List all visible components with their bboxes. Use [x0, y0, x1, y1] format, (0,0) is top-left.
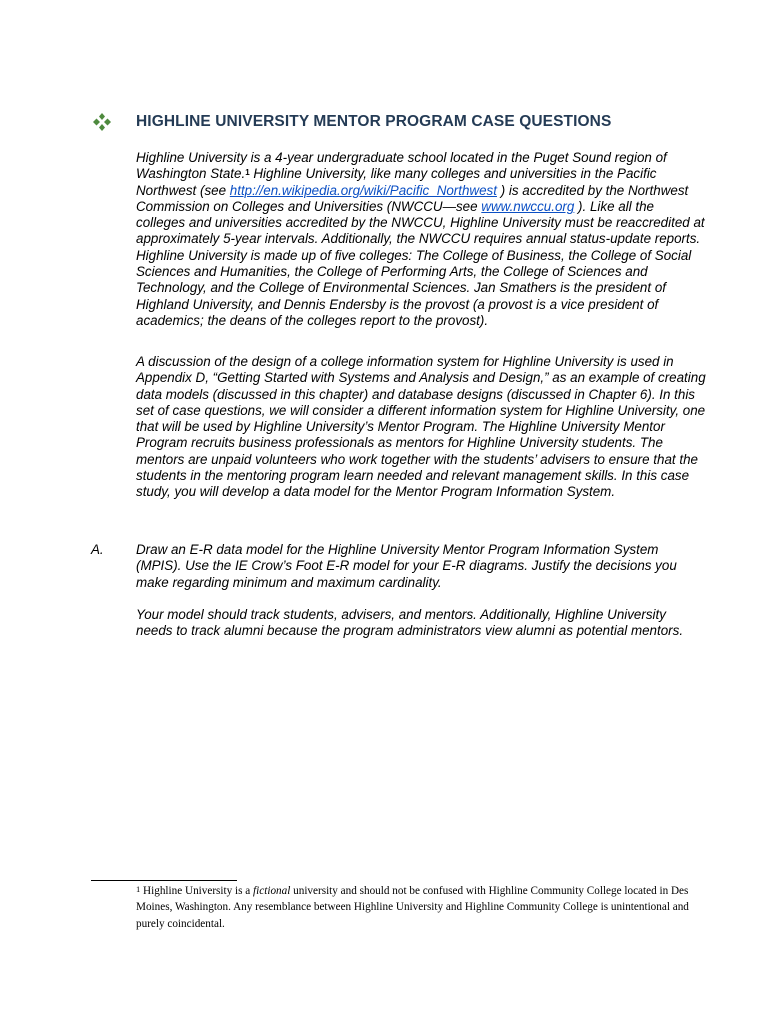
intro-text-3: ) is accredited by the Northwest Commission on Colleges and Universities (NWCCU—see	[136, 182, 689, 214]
footnote-text-1: Highline University is a	[140, 885, 254, 897]
intro-paragraph	[136, 150, 706, 329]
footnote-reference[interactable]: 1	[245, 168, 250, 178]
diamond-cluster-bullet-icon	[91, 111, 113, 133]
footnote-text-2: university and should not be confused with Highline Community College located in Des Moines, Washington. Any resemblance between Highline University and Highline Community College is unintentional and purely coincidental.	[136, 885, 689, 930]
pacific-northwest-link[interactable]: http://en.wikipedia.org/wiki/Pacific_Northwest	[229, 182, 497, 198]
intro-text-1: Highline University is a 4-year undergraduate school located in the Puget Sound region of Washington State.	[136, 150, 667, 182]
discussion-paragraph: A discussion of the design of a college information system for Highline University is used in Appendix D, “Getting Started with Systems and Analysis and Design,” as an example of creating data models (discussed in this chapter) and database designs (discussed in Chapter 6). In this set of case questions, we will consider a different information system for Highline University, one that will be used by Highline University’s Mentor Program. The Highline University Mentor Program recruits business professionals as mentors for Highline University students. The mentors are unpaid volunteers who work together with the students’ advisers to ensure that the students in the mentoring program learn needed and relevant management skills. In this case study, you will develop a data model for the Mentor Program Information System.	[136, 354, 706, 500]
question-a-label: A.	[91, 542, 104, 557]
intro-text-2: Highline University, like many colleges and universities in the Pacific Northwest (see	[136, 166, 657, 198]
section-heading: HIGHLINE UNIVERSITY MENTOR PROGRAM CASE QUESTIONS	[136, 113, 612, 130]
nwccu-link[interactable]: www.nwccu.org	[481, 198, 575, 214]
intro-text-4: ). Like all the colleges and universities accredited by the NWCCU, Highline University must be reaccredited at approximately 5-year intervals. Additionally, the NWCCU requires annual status-update reports. Highline University is made up of five colleges: The College of Business, the College of Social Sciences and Humanities, the College of Performing Arts, the College of Sciences and Technology, and the College of Environmental Sciences. Jan Smathers is the president of Highland University, and Dennis Endersby is the provost (a provost is a vice president of academics; the deans of the colleges report to the provost).	[136, 198, 705, 328]
question-a-followup: Your model should track students, advisers, and mentors. Additionally, Highline University needs to track alumni because the program administrators view alumni as potential mentors.	[136, 607, 684, 639]
footnote	[136, 883, 696, 932]
footnote-emphasis: fictional	[253, 885, 291, 897]
footnote-marker: 1	[136, 884, 141, 894]
question-a-text: Draw an E-R data model for the Highline University Mentor Program Information System (MPIS). Use the IE Crow’s Foot E-R model for your E-R diagrams. Justify the decisions you make regarding minimum and maximum cardinality.	[136, 542, 677, 590]
footnote-separator	[91, 880, 237, 881]
